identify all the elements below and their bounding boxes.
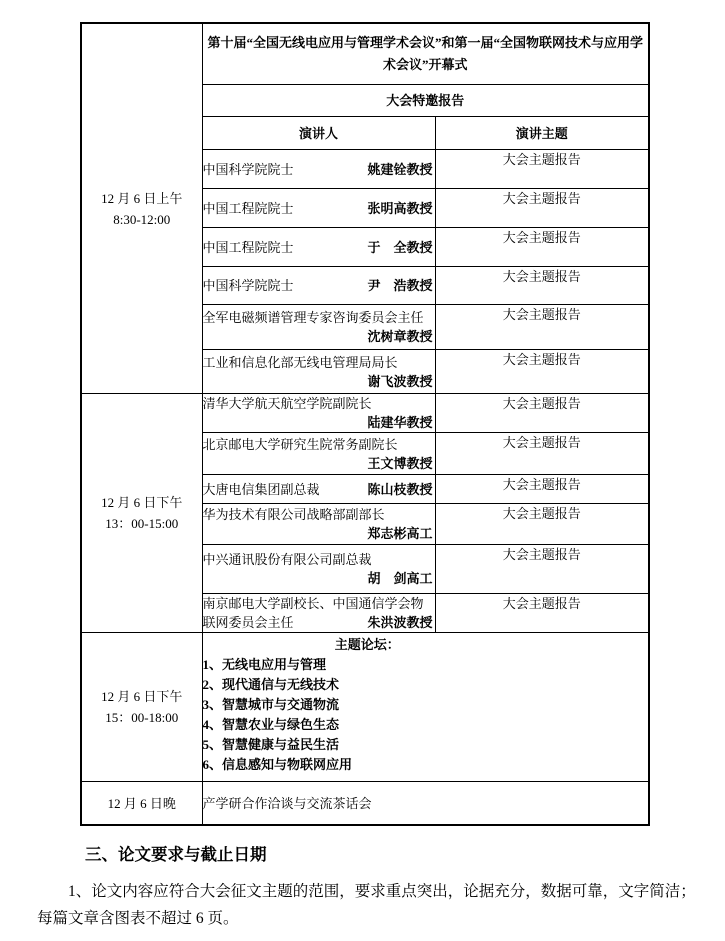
section-paragraph: 1、论文内容应符合大会征文主题的范围，要求重点突出，论据充分，数据可靠，文字简洁；每篇文章含图表不超过 6 页。 (37, 883, 696, 927)
evening-row (81, 782, 649, 826)
talk-topic: 大会主题报告 (435, 504, 649, 545)
session-time-afternoon1 (81, 394, 202, 633)
speaker-name: 胡 剑高工 (367, 571, 433, 586)
evening-event: 产学研合作洽谈与交流茶话会 (202, 782, 649, 826)
opening-row (81, 23, 649, 85)
session-time-evening (81, 782, 202, 826)
talk-topic: 大会主题报告 (435, 150, 649, 189)
speaker-title: 清华大学航天航空学院副院长 (202, 396, 372, 411)
talk-topic: 大会主题报告 (435, 545, 649, 594)
speaker-name: 陆建华教授 (367, 415, 433, 430)
speaker-name: 于 全教授 (367, 239, 433, 255)
opening-ceremony-title: 第十届“全国无线电应用与管理学术会议”和第一届“全国物联网技术与应用学术会议”开幕式 (202, 23, 649, 85)
speaker-cell (202, 267, 435, 305)
session-hours-line: 8:30-12:00 (113, 211, 171, 227)
session-hours-line: 15：00-18:00 (105, 710, 179, 725)
speaker-title: 中国工程院院士 (202, 239, 294, 255)
speaker-name: 沈树章教授 (367, 329, 433, 344)
forum-item: 1、无线电应用与管理 (202, 657, 327, 672)
session-time-morning (81, 23, 202, 394)
forum-cell (202, 633, 649, 782)
forum-item: 4、智慧农业与绿色生态 (202, 717, 340, 732)
forum-heading: 主题论坛： (334, 637, 400, 652)
forum-item: 6、信息感知与物联网应用 (202, 757, 353, 772)
forum-item: 5、智慧健康与益民生活 (202, 737, 340, 752)
session-hours-line: 13：00-15:00 (105, 516, 179, 531)
speaker-name: 陈山枝教授 (367, 481, 433, 497)
conference-schedule-table (80, 22, 650, 826)
session-date-line: 12 月 6 日晚 (107, 795, 176, 811)
forum-item: 3、智慧城市与交通物流 (202, 697, 340, 712)
session-time-afternoon2 (81, 633, 202, 782)
talk-topic: 大会主题报告 (435, 394, 649, 433)
talk-topic: 大会主题报告 (435, 594, 649, 633)
speaker-name: 朱洪波教授 (367, 615, 433, 630)
speaker-name: 王文博教授 (367, 455, 433, 471)
speaker-title: 中国工程院院士 (202, 200, 294, 216)
invited-reports-header: 大会特邀报告 (202, 85, 649, 117)
speaker-name: 张明高教授 (367, 200, 433, 216)
column-header-speaker: 演讲人 (202, 117, 435, 150)
speaker-row (81, 394, 649, 433)
speaker-cell (202, 394, 435, 433)
column-header-topic: 演讲主题 (435, 117, 649, 150)
talk-topic: 大会主题报告 (435, 433, 649, 475)
speaker-cell (202, 475, 435, 504)
speaker-title: 中国科学院院士 (202, 278, 294, 293)
talk-topic: 大会主题报告 (435, 267, 649, 305)
speaker-title: 北京邮电大学研究生院常务副院长 (202, 436, 398, 452)
speaker-title: 华为技术有限公司战略部副部长 (202, 507, 385, 522)
session-date-line: 12 月 6 日上午 (101, 190, 183, 206)
speaker-title: 南京邮电大学副校长、中国通信学会物联网委员会主任 (202, 596, 424, 630)
speaker-cell (202, 150, 435, 189)
speaker-title: 中兴通讯股份有限公司副总裁 (202, 552, 372, 567)
session-date-line: 12 月 6 日下午 (101, 495, 183, 510)
speaker-cell (202, 305, 435, 350)
speaker-cell (202, 594, 435, 633)
speaker-name: 谢飞波教授 (367, 373, 433, 389)
speaker-cell (202, 228, 435, 267)
talk-topic: 大会主题报告 (435, 475, 649, 504)
speaker-title: 大唐电信集团副总裁 (202, 481, 320, 497)
forum-item: 2、现代通信与无线技术 (202, 677, 340, 692)
speaker-name: 郑志彬高工 (367, 526, 433, 541)
talk-topic: 大会主题报告 (435, 189, 649, 228)
section-heading: 三、论文要求与截止日期 (85, 845, 267, 864)
speaker-cell (202, 433, 435, 475)
talk-topic: 大会主题报告 (435, 305, 649, 350)
speaker-title: 工业和信息化部无线电管理局局长 (202, 354, 398, 370)
speaker-title: 全军电磁频谱管理专家咨询委员会主任 (202, 310, 424, 325)
paper-requirements-section (0, 845, 725, 932)
speaker-name: 姚建铨教授 (367, 161, 433, 177)
talk-topic: 大会主题报告 (435, 350, 649, 394)
speaker-cell (202, 504, 435, 545)
forum-row (81, 633, 649, 782)
speaker-name: 尹 浩教授 (367, 278, 433, 293)
talk-topic: 大会主题报告 (435, 228, 649, 267)
speaker-cell (202, 545, 435, 594)
speaker-cell (202, 350, 435, 394)
session-date-line: 12 月 6 日下午 (101, 689, 183, 704)
speaker-title: 中国科学院院士 (202, 161, 294, 177)
speaker-cell (202, 189, 435, 228)
